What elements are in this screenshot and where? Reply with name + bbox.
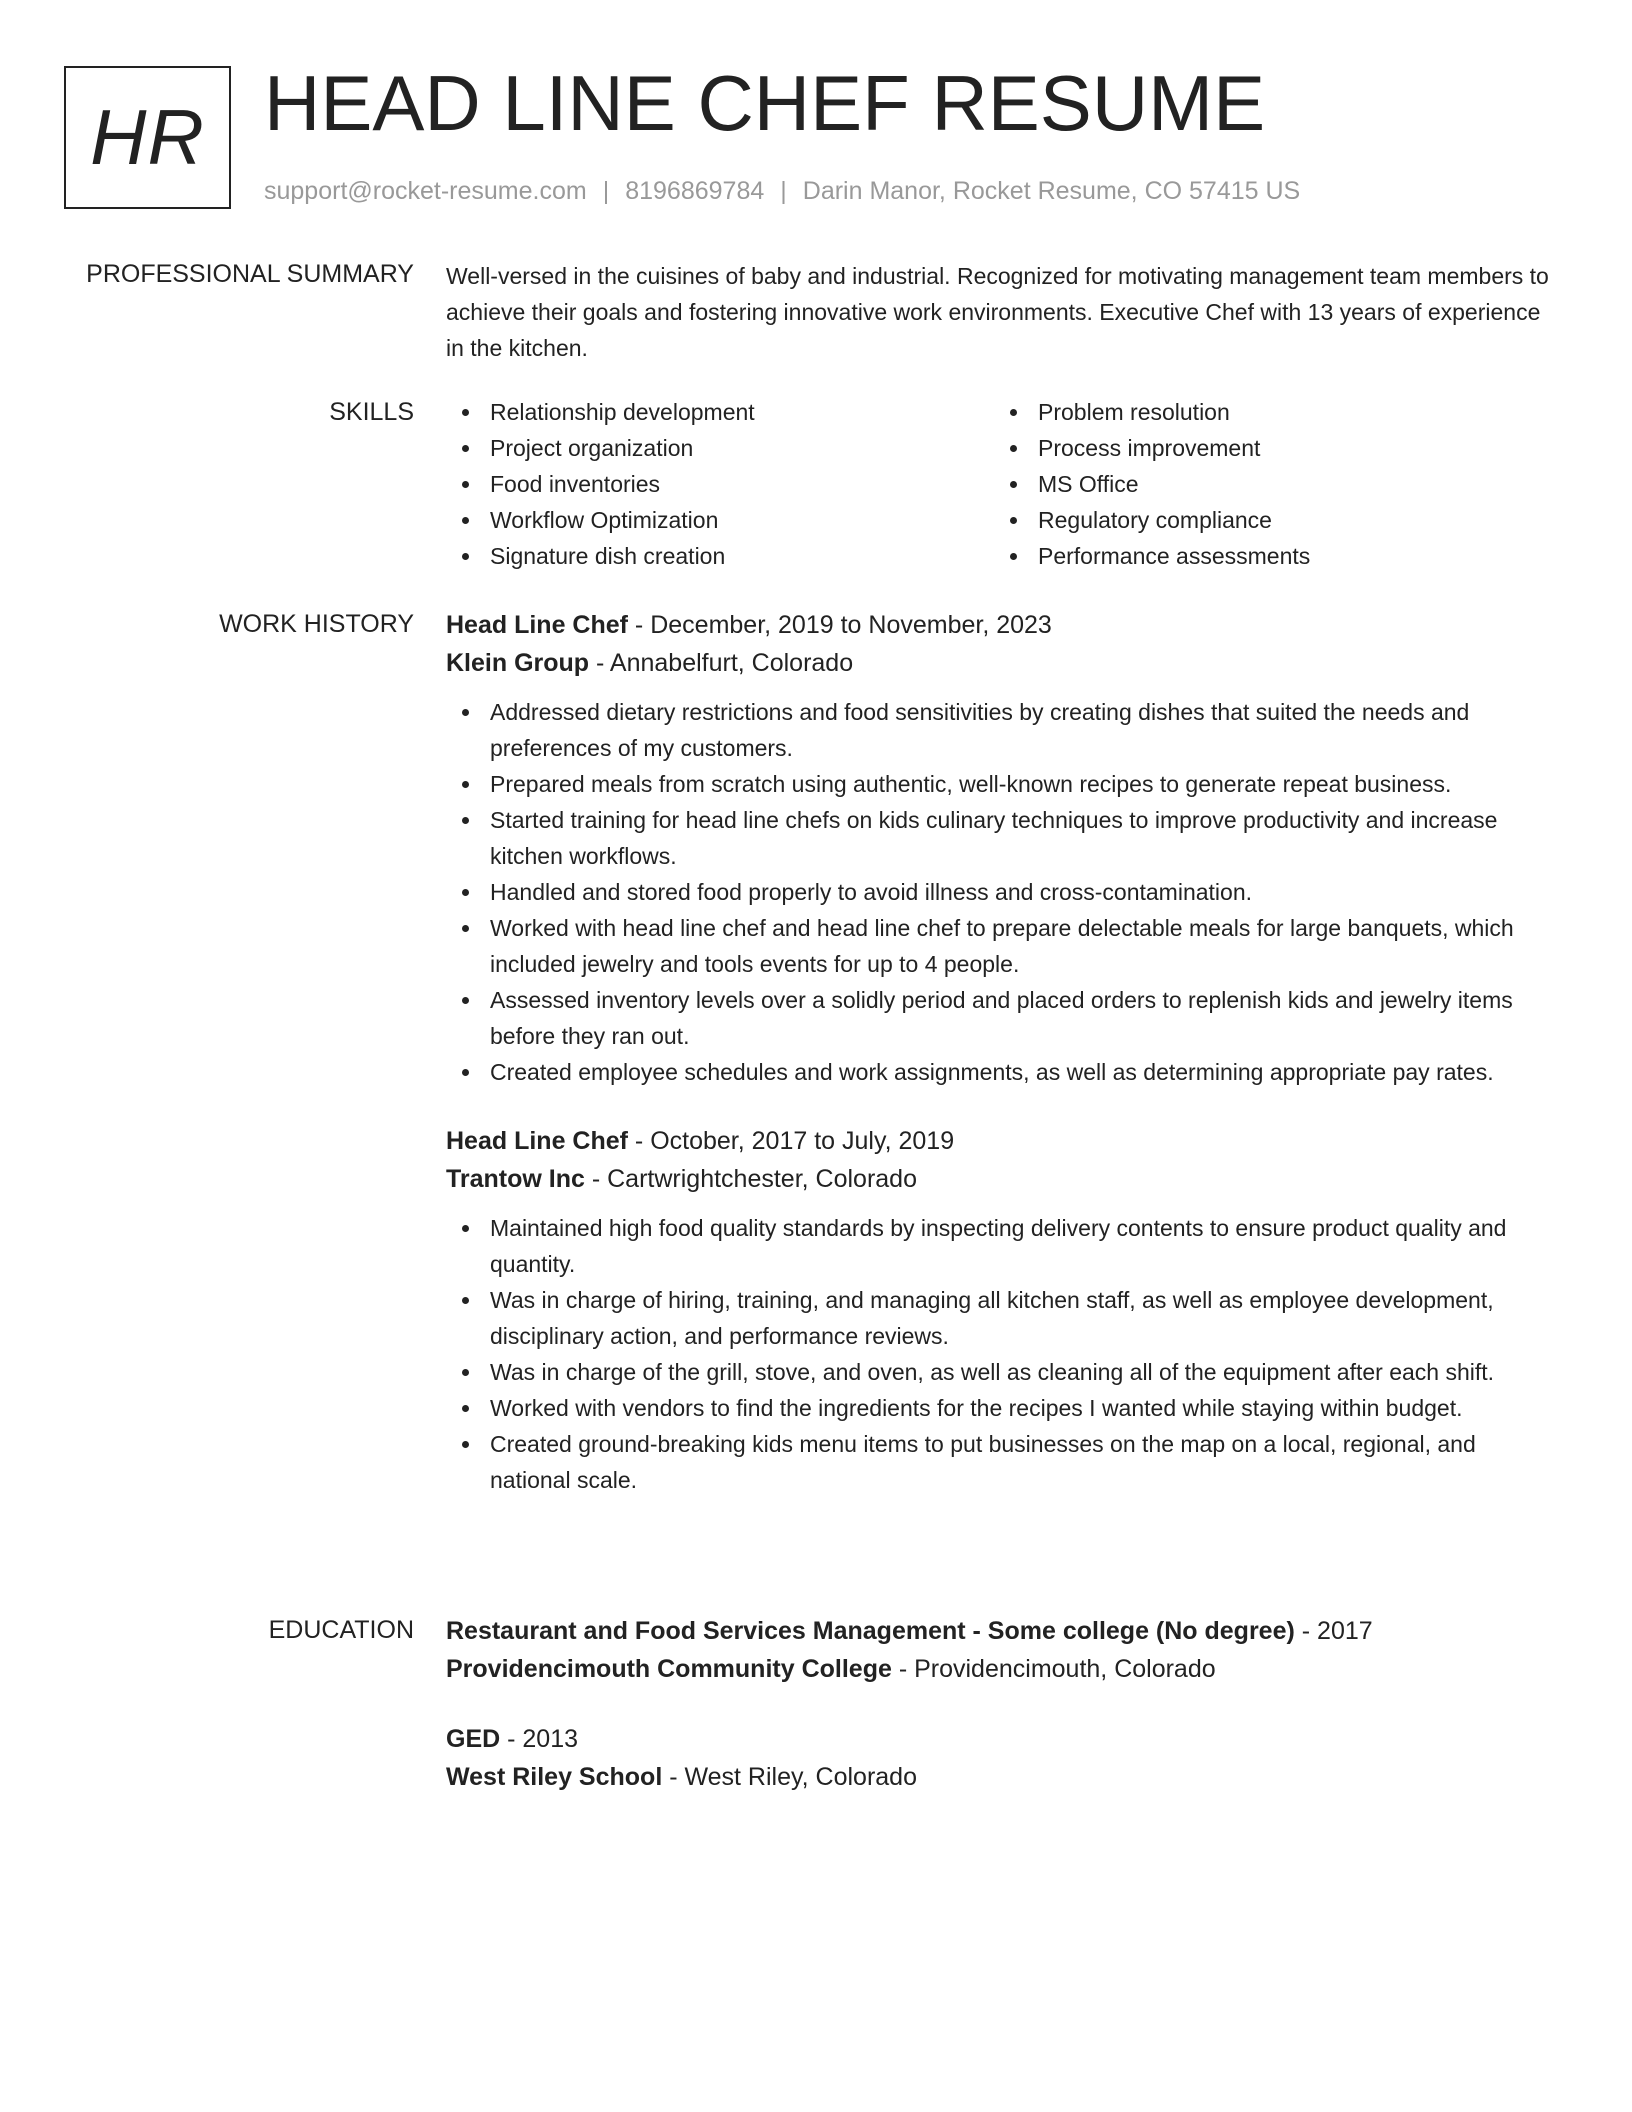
job-title: Head Line Chef — [446, 611, 628, 639]
job-bullet: Assessed inventory levels over a solidly period and placed orders to replenish kids and jewelry items before they ran out. — [446, 982, 1556, 1054]
job-bullet: Worked with head line chef and head line chef to prepare delectable meals for large banquets, which included jewelry and tools events for up to 4 people. — [446, 910, 1556, 982]
education-year: - 2013 — [500, 1725, 579, 1753]
job-entry — [446, 1122, 1556, 1498]
skills-body — [446, 394, 1556, 574]
education-location: - Providencimouth, Colorado — [891, 1655, 1216, 1683]
education-school: West Riley School — [446, 1763, 663, 1791]
monogram-initials: HR — [90, 93, 205, 181]
job-bullet: Started training for head line chefs on kids culinary techniques to improve productivity and increase kitchen workflows. — [446, 802, 1556, 874]
education-degree-line — [446, 1612, 1556, 1650]
contact-address: Darin Manor, Rocket Resume, CO 57415 US — [802, 177, 1301, 205]
skill-item: Performance assessments — [994, 538, 1542, 574]
skills-list-left — [446, 394, 994, 574]
job-company: Klein Group — [446, 649, 590, 677]
job-bullets — [446, 694, 1556, 1090]
job-company-line — [446, 1160, 1556, 1198]
job-dates: - October, 2017 to July, 2019 — [627, 1127, 955, 1155]
job-bullet: Created ground-breaking kids menu items to put businesses on the map on a local, regional, and national scale. — [446, 1426, 1556, 1498]
job-entry — [446, 606, 1556, 1090]
education-degree-line — [446, 1720, 1556, 1758]
contact-separator: | — [780, 177, 787, 205]
skill-item: Signature dish creation — [446, 538, 994, 574]
education-school-line — [446, 1758, 1556, 1796]
summary-body — [446, 258, 1556, 366]
skill-item: Regulatory compliance — [994, 502, 1542, 538]
job-location: - Cartwrightchester, Colorado — [584, 1165, 917, 1193]
education-entry — [446, 1612, 1556, 1688]
work-body — [446, 606, 1556, 1498]
contact-phone: 8196869784 — [625, 177, 765, 205]
job-title-line — [446, 606, 1556, 644]
section-label-work: WORK HISTORY — [219, 610, 414, 638]
job-location: - Annabelfurt, Colorado — [589, 649, 854, 677]
skills-grid — [446, 394, 1556, 574]
monogram-box — [64, 66, 231, 209]
job-title-line — [446, 1122, 1556, 1160]
education-year: - 2017 — [1294, 1617, 1373, 1645]
contact-email: support@rocket-resume.com — [264, 177, 587, 205]
job-bullet: Maintained high food quality standards by inspecting delivery contents to ensure product quality and quantity. — [446, 1210, 1556, 1282]
skill-item: Food inventories — [446, 466, 994, 502]
skill-item: Workflow Optimization — [446, 502, 994, 538]
education-entry — [446, 1720, 1556, 1796]
job-bullets — [446, 1210, 1556, 1498]
section-label-summary: PROFESSIONAL SUMMARY — [86, 260, 414, 288]
job-bullet: Handled and stored food properly to avoid illness and cross-contamination. — [446, 874, 1556, 910]
skill-item: Process improvement — [994, 430, 1542, 466]
job-bullet: Was in charge of the grill, stove, and oven, as well as cleaning all of the equipment after each shift. — [446, 1354, 1556, 1390]
education-location: - West Riley, Colorado — [662, 1763, 917, 1791]
skill-item: Relationship development — [446, 394, 994, 430]
section-label-skills: SKILLS — [329, 398, 414, 426]
job-bullet: Was in charge of hiring, training, and managing all kitchen staff, as well as employee development, disciplinary action, and performance reviews. — [446, 1282, 1556, 1354]
summary-text: Well-versed in the cuisines of baby and industrial. Recognized for motivating management team members to achieve their goals and fostering innovative work environments. Executive Chef with 13 years of experience in the kitchen. — [446, 263, 1549, 361]
section-label-education: EDUCATION — [268, 1616, 414, 1644]
skills-list-right — [994, 394, 1542, 574]
education-degree: Restaurant and Food Services Management - Some college (No degree) — [446, 1617, 1295, 1645]
education-body — [446, 1612, 1556, 1796]
skill-item: MS Office — [994, 466, 1542, 502]
education-degree: GED — [446, 1725, 501, 1753]
contact-line — [264, 174, 1300, 208]
job-title: Head Line Chef — [446, 1127, 628, 1155]
education-school: Providencimouth Community College — [446, 1655, 892, 1683]
job-bullet: Created employee schedules and work assignments, as well as determining appropriate pay rates. — [446, 1054, 1556, 1090]
resume-title: HEAD LINE CHEF RESUME — [264, 59, 1266, 147]
contact-separator: | — [602, 177, 610, 205]
job-dates: - December, 2019 to November, 2023 — [627, 611, 1052, 639]
skill-item: Problem resolution — [994, 394, 1542, 430]
education-school-line — [446, 1650, 1556, 1688]
job-company-line — [446, 644, 1556, 682]
job-bullet: Worked with vendors to find the ingredients for the recipes I wanted while staying within budget. — [446, 1390, 1556, 1426]
job-company: Trantow Inc — [446, 1165, 585, 1193]
job-bullet: Addressed dietary restrictions and food sensitivities by creating dishes that suited the needs and preferences of my customers. — [446, 694, 1556, 766]
job-bullet: Prepared meals from scratch using authentic, well-known recipes to generate repeat business. — [446, 766, 1556, 802]
skill-item: Project organization — [446, 430, 994, 466]
